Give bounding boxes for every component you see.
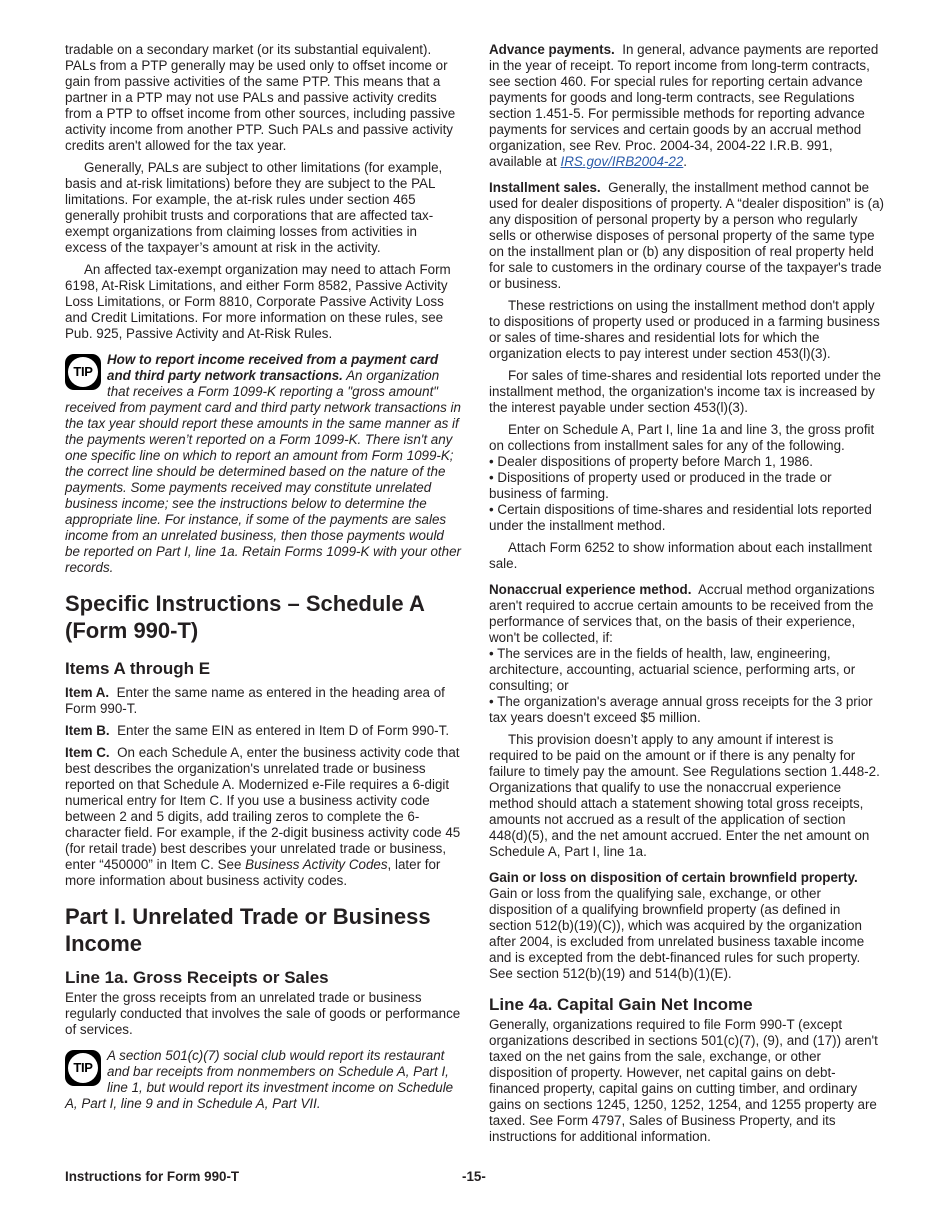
business-activity-codes-ref: Business Activity Codes: [245, 857, 388, 872]
item-b: Item B. Enter the same EIN as entered in Item D of Form 990-T.: [65, 723, 450, 738]
section-heading-specific-instructions: Specific Instructions – Schedule A (Form 990-T): [65, 591, 425, 643]
subheading-line-1a: Line 1a. Gross Receipts or Sales: [65, 968, 329, 987]
bullet-item: • The organization's average annual gross receipts for the 3 prior tax years doesn't exceed $5 million.: [489, 694, 873, 725]
tip-icon: TIP: [65, 1050, 101, 1086]
footer-title: Instructions for Form 990-T: [65, 1169, 240, 1184]
right-column: [489, 42, 884, 1151]
paragraph: tradable on a secondary market (or its substantial equivalent). PALs from a PTP generally may be used only to offset income or gain from passive activities of the same PTP. This means that a partner in a PTP may not use PALs and passive activity credits from a PTP to offset income from other sources, including passive activity income from another PTP. Such PALs and passive activity credits aren't allowed for the tax year.: [65, 42, 456, 153]
brownfield-property: Gain or loss on disposition of certain brownfield property. Gain or loss from the qualifying sale, exchange, or other disposition of a qualifying brownfield property (as defined in section 512(b)(19)(C)), which was acquired by the organization after 2004, is excluded from unrelated business taxable income and is excepted from the debt-financed rules for such property. See section 512(b)(19) and 514(b)(1)(E).: [489, 870, 865, 981]
installment-sales: Installment sales. Generally, the installment method cannot be used for dealer dispositions of property. A “dealer disposition” is (a) any disposition of personal property by a person who regularly sells or otherwise disposes of personal property of the same type on the installment plan or (b) any disposition of real property held for sale to customers in the ordinary course of the taxpayer's trade or business.: [489, 180, 884, 291]
paragraph: Generally, organizations required to file Form 990-T (except organizations described in sections 501(c)(7), (9), and (17)) aren't taxed on the net gains from the sale, exchange, or other disposition of property. However, net capital gains on debt-financed property, capital gains on cutting timber, and ordinary gains on sections 1245, 1250, 1252, 1254, and 1255 property are taxed. See Form 4797, Sales of Business Property, and its instructions for additional information.: [489, 1017, 878, 1144]
tip-icon: TIP: [65, 354, 101, 390]
tip-heading: How to report income received from a payment card and third party network transactions.: [107, 352, 439, 383]
paragraph: For sales of time-shares and residential lots reported under the installment method, the organization's income tax is increased by the interest payable under section 453(l)(3).: [489, 368, 881, 415]
paragraph: An affected tax-exempt organization may need to attach Form 6198, At-Risk Limitations, and either Form 8582, Passive Activity Loss Limitations, or Form 8810, Corporate Passive Activity Loss and Credit Limitations. For more information on these rules, see Pub. 925, Passive Activity and At-Risk Rules.: [65, 262, 451, 341]
paragraph: Enter the gross receipts from an unrelated trade or business regularly conducted that involves the sale of goods or performance of services.: [65, 990, 461, 1037]
item-a-label: Item A.: [65, 685, 110, 700]
bullet-item: • Certain dispositions of time-shares and residential lots reported under the installment method.: [489, 502, 872, 533]
bullet-item: • The services are in the fields of health, law, engineering, architecture, accounting, actuarial science, performing arts, or consulting; or: [489, 646, 856, 693]
paragraph: Generally, PALs are subject to other limitations (for example, basis and at-risk limitations) before they are subject to the PAL limitations. For example, the at-risk rules under section 465 generally prohibit trusts and corporations that are affected tax-exempt organizations from claiming losses from activities in excess of the taxpayer’s amount at risk in the activity.: [65, 160, 443, 255]
paragraph: Attach Form 6252 to show information about each installment sale.: [489, 540, 872, 571]
section-heading-part-1: Part I. Unrelated Trade or Business Income: [65, 904, 431, 956]
item-a: Item A. Enter the same name as entered in the heading area of Form 990-T.: [65, 685, 445, 716]
advance-payments: Advance payments. In general, advance payments are reported in the year of receipt. To report income from long-term contracts, see section 460. For special rules for reporting certain advance payments for goods and long-term contracts, see Regulations section 1.451-5. For permissible methods for reporting advance payments for services and certain goods by an accrual method organization, see Rev. Proc. 2004-34, 2004-22 I.R.B. 991, available at IRS.gov/IRB2004-22.: [489, 42, 879, 169]
tip-box-social-club: [65, 1048, 462, 1112]
nonaccrual-method: Nonaccrual experience method. Accrual method organizations aren't required to accrue certain amounts to be received from the performance of services that, on the basis of their experience, won't be collected, if:: [489, 582, 875, 645]
paragraph: These restrictions on using the installment method don't apply to dispositions of property used or produced in a farming business or sales of time-shares and residential lots for which the organization elects to pay interest under section 453(l)(3).: [489, 298, 880, 361]
item-b-label: Item B.: [65, 723, 110, 738]
page-number: -15-: [462, 1169, 486, 1184]
item-c: Item C. On each Schedule A, enter the business activity code that best describes the organization's unrelated trade or business reported on that Schedule A. Modernized e-File requires a 6-digit numerical entry for Item C. If you use a business activity code between 2 and 5 digits, add trailing zeros to complete the 6-character field. For example, if the 2-digit business activity code 45 (for retail trade) best describes your unrelated trade or business, enter “450000” in Item C. See Business Activity Codes, later for more information about business activity codes.: [65, 745, 461, 888]
paragraph: This provision doesn’t apply to any amount if interest is required to be paid on the amount or if there is any penalty for failure to timely pay the amount. See Regulations section 1.448-2. Organizations that qualify to use the nonaccrual experience method should attach a statement showing total gross receipts, amounts not accrued as a result of the application of section 448(d)(5), and the net amount accrued. Enter the net amount on Schedule A, Part I, line 1a.: [489, 732, 880, 859]
subheading-line-4a: Line 4a. Capital Gain Net Income: [489, 995, 753, 1014]
left-column: [65, 42, 462, 1118]
bullet-item: • Dispositions of property used or produced in the trade or business of farming.: [489, 470, 832, 501]
bullet-item: • Dealer dispositions of property before March 1, 1986.: [489, 454, 814, 469]
paragraph: Enter on Schedule A, Part I, line 1a and line 3, the gross profit on collections from installment sales for any of the following.: [489, 422, 875, 453]
tip-box-1099k: [65, 352, 462, 576]
tip-body: A section 501(c)(7) social club would report its restaurant and bar receipts from nonmembers on Schedule A, Part I, line 1, but would report its investment income on Schedule A, Part I, line 9 and in Schedule A, Part VII.: [65, 1048, 454, 1111]
item-c-label: Item C.: [65, 745, 110, 760]
subheading-items: Items A through E: [65, 659, 211, 678]
irb-link[interactable]: IRS.gov/IRB2004-22: [560, 154, 684, 169]
tip-body: An organization that receives a Form 1099-K reporting a "gross amount" received from payment card and third party network transactions in the tax year should report these amounts in the same manner as if the payments weren’t reported on a Form 1099-K. There isn't any one specific line on which to report an amount from Form 1099-K; the correct line should be determined based on the nature of the payments. Some payments received may constitute unrelated business income; see the instructions below to determine the appropriate line. For instance, if some of the payments are sales income from an unrelated business, then those payments would be reported on Part I, line 1a. Retain Forms 1099-K with your other records.: [65, 368, 461, 575]
